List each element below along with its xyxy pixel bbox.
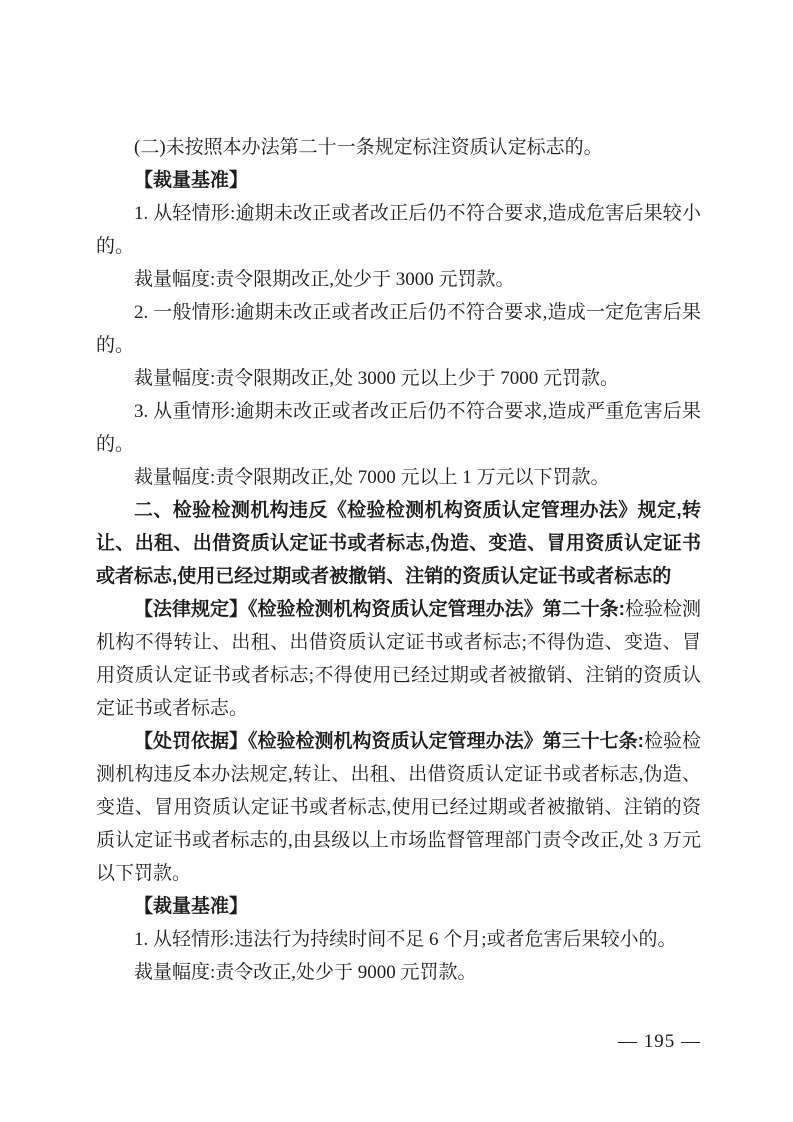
penalty-basis-paragraph: [96, 725, 701, 890]
page-number: — 195 —: [618, 1031, 701, 1052]
discretion-range-paragraph-1: 裁量幅度:责令限期改正,处少于 3000 元罚款。: [134, 269, 515, 290]
lenient-case-paragraph-1: 1. 从轻情形:逾期未改正或者改正后仍不符合要求,造成危害后果较小的。: [96, 203, 701, 257]
lenient-case-paragraph-2: 1. 从轻情形:违法行为持续时间不足 6 个月;或者危害后果较小的。: [134, 929, 677, 950]
discretion-basis-heading-1: 【裁量基准】: [134, 170, 249, 191]
document-body: [96, 131, 701, 989]
discretion-range-paragraph-4: 裁量幅度:责令改正,处少于 9000 元罚款。: [134, 962, 477, 983]
legal-provision-text: 检验检测机构不得转让、出租、出借资质认定证书或者标志;不得伪造、变造、冒用资质认定证书或者标志;不得使用已经过期或者被撤销、注销的资质认定证书或者标志。: [96, 599, 701, 719]
severe-case-paragraph: 3. 从重情形:逾期未改正或者改正后仍不符合要求,造成严重危害后果的。: [96, 401, 701, 455]
discretion-range-paragraph-2: 裁量幅度:责令限期改正,处 3000 元以上少于 7000 元罚款。: [134, 368, 620, 389]
legal-provision-paragraph: [96, 593, 701, 725]
violation-section-heading: 二、检验检测机构违反《检验检测机构资质认定管理办法》规定,转让、出租、出借资质认定证书或者标志,伪造、变造、冒用资质认定证书或者标志,使用已经过期或者被撤销、注销的资质认定证书或者标志的: [96, 500, 701, 587]
discretion-basis-heading-2: 【裁量基准】: [134, 896, 249, 917]
clause-item-2: (二)未按照本办法第二十一条规定标注资质认定标志的。: [134, 137, 603, 158]
penalty-basis-label: 【处罚依据】《检验检测机构资质认定管理办法》第三十七条:: [134, 731, 644, 752]
penalty-basis-text: 检验检测机构违反本办法规定,转让、出租、出借资质认定证书或者标志,伪造、变造、冒用资质认定证书或者标志,使用已经过期或者被撤销、注销的资质认定证书或者标志的,由县级以上市场监督管理部门责令改正,处 3 万元以下罚款。: [96, 731, 701, 884]
general-case-paragraph: 2. 一般情形:逾期未改正或者改正后仍不符合要求,造成一定危害后果的。: [96, 302, 701, 356]
legal-provision-label: 【法律规定】《检验检测机构资质认定管理办法》第二十条:: [134, 599, 625, 620]
discretion-range-paragraph-3: 裁量幅度:责令限期改正,处 7000 元以上 1 万元以下罚款。: [134, 467, 610, 488]
